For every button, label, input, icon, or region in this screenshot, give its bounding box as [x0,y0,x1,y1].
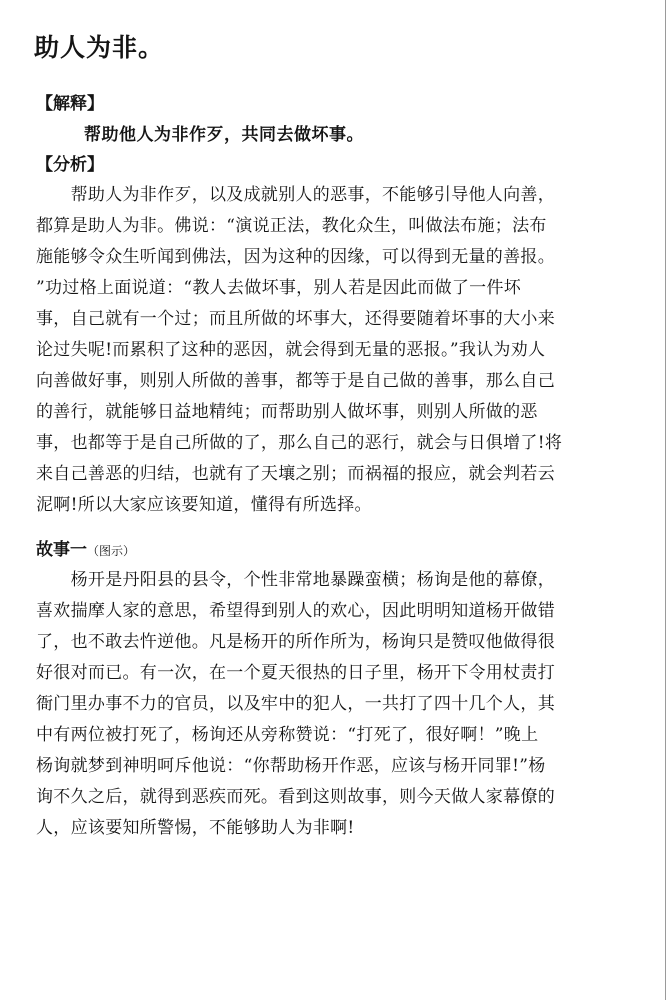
story-line: 杨询就梦到神明呵斥他说：“你帮助杨开作恶，应该与杨开同罪!”杨 [36,756,546,776]
analysis-line: 都算是助人为非。佛说：“演说正法，教化众生，叫做法布施；法布 [36,216,547,236]
analysis-line: 事，自己就有一个过；而且所做的坏事大，还得要随着坏事的大小来 [36,309,555,329]
analysis-line: 施能够令众生听闻到佛法，因为这种的因缘，可以得到无量的善报。 [36,247,555,267]
explanation-text: 帮助他人为非作歹，共同去做坏事。 [84,125,364,145]
analysis-line: 帮助人为非作歹，以及成就别人的恶事，不能够引导他人向善， [36,185,555,205]
analysis-line: 来自己善恶的归结，也就有了天壤之别；而祸福的报应，就会判若云 [36,464,555,484]
explanation-heading: 【解释】 [36,94,104,114]
story-subtitle: （图示） [87,544,136,558]
story-paragraph [36,565,634,844]
analysis-line: 泥啊!所以大家应该要知道，懂得有所选择。 [36,495,372,515]
story-heading [36,535,135,566]
analysis-line: 的善行，就能够日益地精纯；而帮助别人做坏事，则别人所做的恶 [36,402,538,422]
analysis-line: 论过失呢!而累积了这种的恶因，就会得到无量的恶报。”我认为劝人 [36,340,546,360]
story-line: 了，也不敢去忤逆他。凡是杨开的所作所为，杨询只是赞叹他做得很 [36,632,555,652]
analysis-heading: 【分析】 [36,155,104,175]
story-line: 询不久之后，就得到恶疾而死。看到这则故事，则今天做人家幕僚的 [36,787,555,807]
story-line: 杨开是丹阳县的县令，个性非常地暴躁蛮横；杨询是他的幕僚， [36,570,555,590]
analysis-line: 向善做好事，则别人所做的善事，都等于是自己做的善事，那么自己 [36,371,555,391]
analysis-paragraph [36,180,634,521]
page-title: 助人为非。 [34,33,165,62]
story-line: 喜欢揣摩人家的意思，希望得到别人的欢心，因此明明知道杨开做错 [36,601,555,621]
story-line: 衙门里办事不力的官员，以及牢中的犯人，一共打了四十几个人，其 [36,694,555,714]
analysis-line: ”功过格上面说道：“教人去做坏事，别人若是因此而做了一件坏 [36,278,522,298]
story-title: 故事一 [36,540,87,560]
analysis-line: 事，也都等于是自己所做的了，那么自己的恶行，就会与日俱增了!将 [36,433,563,453]
story-line: 中有两位被打死了，杨询还从旁称赞说：“打死了，很好啊！”晚上 [36,725,539,745]
story-line: 人，应该要知所警惕，不能够助人为非啊! [36,818,355,838]
story-line: 好很对而已。有一次，在一个夏天很热的日子里，杨开下令用杖责打 [36,663,555,683]
